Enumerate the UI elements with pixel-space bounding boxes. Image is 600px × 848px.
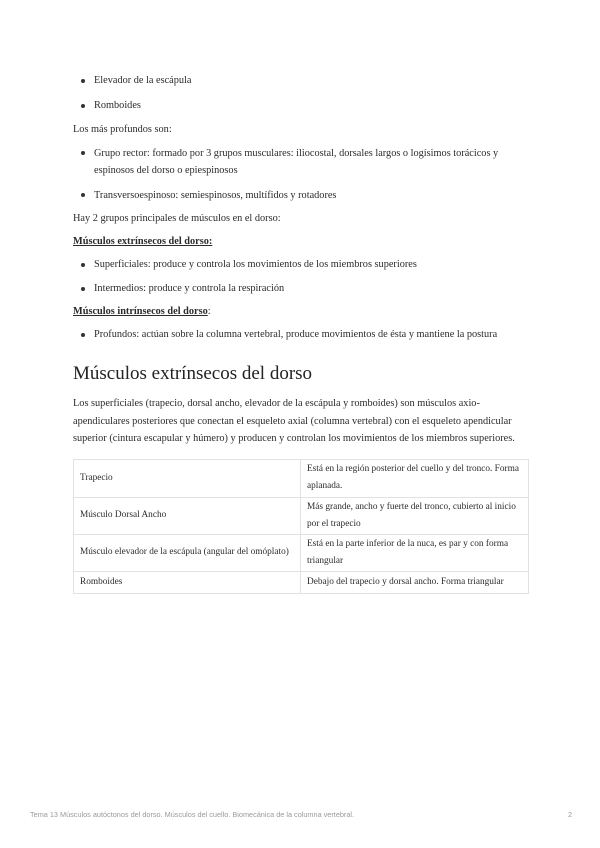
page-footer (30, 810, 572, 819)
table-row (74, 571, 529, 593)
table-cell-muscle: Romboides (74, 571, 301, 593)
extrinsic-heading: Músculos extrínsecos del dorso: (73, 236, 213, 247)
section-paragraph: Los superficiales (trapecio, dorsal ancho, elevador de la escápula y romboides) son músculos axio-apendiculares posteriores que conectan el esqueleto axial (columna vertebral) con el esqueleto apendicular superior (cintura escapular y húmero) y producen y controlan los movimientos de los miembros superiores. (73, 398, 515, 444)
list-item: Transversoespinoso: semiespinosos, multífidos y rotadores (73, 187, 529, 204)
footer-text: Tema 13 Músculos autóctonos del dorso. Músculos del cuello. Biomecánica de la columna vertebral. (30, 810, 355, 819)
deep-intro: Los más profundos son: (73, 124, 172, 135)
page-number: 2 (567, 810, 572, 819)
table-cell-description: Más grande, ancho y fuerte del tronco, cubierto al inicio por el trapecio (301, 497, 529, 534)
list-item: Superficiales: produce y controla los movimientos de los miembros superiores (73, 256, 529, 273)
table-row (74, 459, 529, 497)
table-cell-description: Está en la región posterior del cuello y del tronco. Forma aplanada. (301, 459, 529, 497)
table-row (74, 534, 529, 571)
table-cell-muscle: Músculo elevador de la escápula (angular del omóplato) (74, 534, 301, 571)
intrinsic-bullet-list (73, 326, 529, 343)
list-item: Profundos: actúan sobre la columna vertebral, produce movimientos de ésta y mantiene la postura (73, 326, 529, 343)
extrinsic-bullet-list (73, 256, 529, 297)
intrinsic-heading-line (73, 303, 529, 320)
section-title: Músculos extrínsecos del dorso (73, 363, 313, 384)
list-item: Grupo rector: formado por 3 grupos musculares: iliocostal, dorsales largos o logísimos torácicos y espinosos del dorso o epiespinosos (73, 145, 529, 179)
groups-intro: Hay 2 grupos principales de músculos en el dorso: (73, 212, 281, 224)
table-cell-description: Debajo del trapecio y dorsal ancho. Forma triangular (301, 571, 529, 593)
list-item: Elevador de la escápula (73, 72, 529, 89)
deep-bullet-list (73, 145, 529, 204)
list-item: Intermedios: produce y controla la respiración (73, 280, 529, 297)
list-item: Romboides (73, 97, 529, 114)
muscle-table (73, 459, 529, 594)
intrinsic-heading: Músculos intrínsecos del dorso (73, 306, 208, 317)
table-cell-description: Está en la parte inferior de la nuca, es par y con forma triangular (301, 534, 529, 571)
table-cell-muscle: Trapecio (74, 459, 301, 497)
table-row (74, 497, 529, 534)
table-cell-muscle: Músculo Dorsal Ancho (74, 497, 301, 534)
top-bullet-list (73, 72, 529, 114)
document-page (73, 0, 529, 594)
intrinsic-heading-colon: : (207, 306, 211, 317)
